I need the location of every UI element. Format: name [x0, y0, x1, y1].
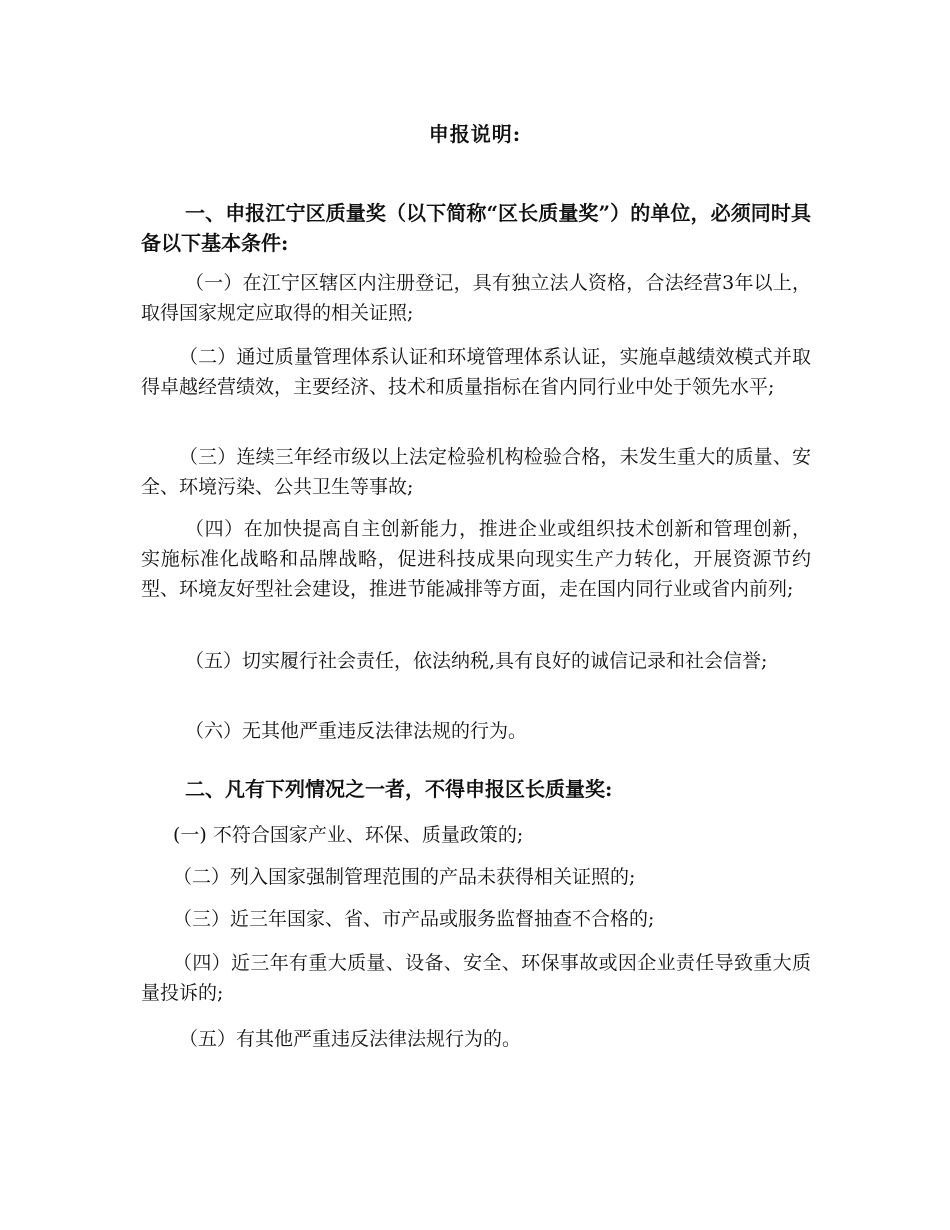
- section1-heading: 一、申报江宁区质量奖（以下简称“区长质量奖”）的单位，必须同时具备以下基本条件:: [141, 201, 811, 255]
- section1-item-3: （三）连续三年经市级以上法定检验机构检验合格，未发生重大的质量、安全、环境污染、公共卫生等事故;: [141, 446, 811, 498]
- section1-item-1: （一）在江宁区辖区内注册登记，具有独立法人资格，合法经营3年以上，取得国家规定应取得的相关证照;: [141, 272, 811, 324]
- section2-heading: 二、凡有下列情况之一者，不得申报区长质量奖:: [185, 777, 613, 801]
- section2-item-3: （三）近三年国家、省、市产品或服务监督抽查不合格的;: [173, 908, 655, 930]
- section1-item-5: （五）切实履行社会责任，依法纳税,具有良好的诚信记录和社会信誉;: [185, 650, 768, 672]
- section2-item-4: （四）近三年有重大质量、设备、安全、环保事故或因企业责任导致重大质量投诉的;: [141, 952, 811, 1004]
- section1-item-6: （六）无其他严重违反法律法规的行为。: [185, 720, 528, 742]
- section1-item-4: （四）在加快提高自主创新能力，推进企业或组织技术创新和管理创新，实施标准化战略和品牌战略，促进科技成果向现实生产力转化，开展资源节约型、环境友好型社会建设，推进节能减排等方面，走在国内同行业或省内前列;: [141, 518, 811, 600]
- section2-item-2: （二）列入国家强制管理范围的产品未获得相关证照的;: [173, 866, 636, 888]
- section2-item-5: （五）有其他严重违反法律法规行为的。: [179, 1028, 522, 1050]
- section1-item-2: （二）通过质量管理体系认证和环境管理体系认证，实施卓越绩效模式并取得卓越经营绩效，主要经济、技术和质量指标在省内同行业中处于领先水平;: [141, 346, 811, 398]
- document-title: 申报说明:: [428, 122, 522, 146]
- section2-item-1: (一) 不符合国家产业、环保、质量政策的;: [173, 824, 524, 846]
